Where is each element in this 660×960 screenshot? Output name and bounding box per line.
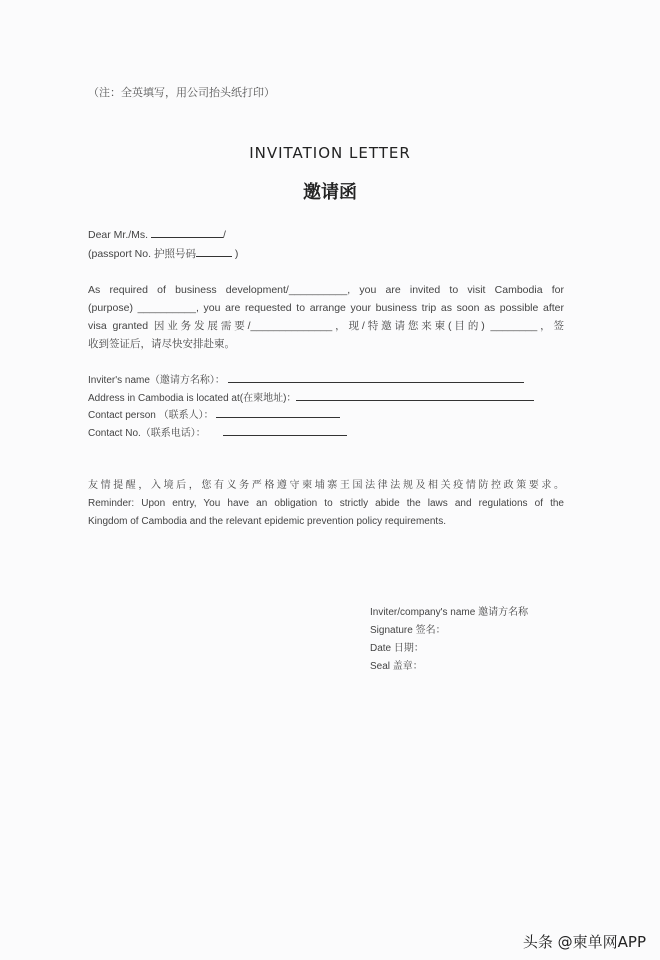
field-inviter-name <box>88 371 524 386</box>
passport-end: ) <box>234 248 239 260</box>
reminder-cn: 友情提醒，入境后，您有义务严格遵守柬埔寨王国法律法规及相关疫情防控政策要求。 <box>88 480 564 491</box>
passport-text: (passport No. 护照号码 <box>88 248 196 260</box>
paragraph-line: visa granted 因业务发展需要/______________，现/特邀请您来柬(目的) ________，签 <box>88 320 564 332</box>
field-address <box>88 389 534 404</box>
salutation-line: Dear Mr./Ms. / <box>88 229 226 241</box>
field-blank <box>216 407 340 418</box>
paragraph-line: As required of business development/__________, you are invited to visit Cambodia for <box>88 284 564 296</box>
reminder-en-line: Kingdom of Cambodia and the relevant epidemic prevention policy requirements. <box>88 516 446 527</box>
watermark: 头条 @柬单网APP <box>522 933 646 951</box>
field-blank <box>223 425 347 436</box>
paragraph-line: 收到签证后，请尽快安排赴柬。 <box>88 338 235 350</box>
passport-blank <box>196 246 232 257</box>
seal-line: Seal 盖章： <box>370 661 423 672</box>
name-blank <box>151 227 223 238</box>
paragraph-line: (purpose) __________, you are requested to arrange your business trip as soon as possible after <box>88 302 564 314</box>
field-label: Contact No.（联系电话）： <box>88 428 206 439</box>
field-label: Address in Cambodia is located at(在柬地址)： <box>88 393 297 404</box>
field-contact-person <box>88 406 340 421</box>
salutation-text: Dear Mr./Ms. <box>88 229 149 241</box>
field-blank <box>228 372 524 383</box>
field-blank <box>296 390 534 401</box>
instruction-note: （注：全英填写，用公司抬头纸打印） <box>88 87 275 99</box>
reminder-en-line: Reminder: Upon entry, You have an obligation to strictly abide the laws and regulations of the <box>88 498 564 509</box>
field-contact-no <box>88 424 347 439</box>
signature-line: Signature 签名： <box>370 625 446 636</box>
signature-company-name: Inviter/company's name 邀请方名称 <box>370 607 529 618</box>
letter-subtitle: 邀请函 <box>303 182 357 202</box>
date-line: Date 日期： <box>370 643 424 654</box>
field-label: Inviter's name（邀请方名称）： <box>88 375 225 386</box>
reminder-paragraph <box>88 477 564 531</box>
letter-title: INVITATION LETTER <box>249 144 411 162</box>
invitation-paragraph <box>88 281 564 353</box>
passport-line <box>88 246 238 261</box>
field-label: Contact person （联系人）： <box>88 410 214 421</box>
